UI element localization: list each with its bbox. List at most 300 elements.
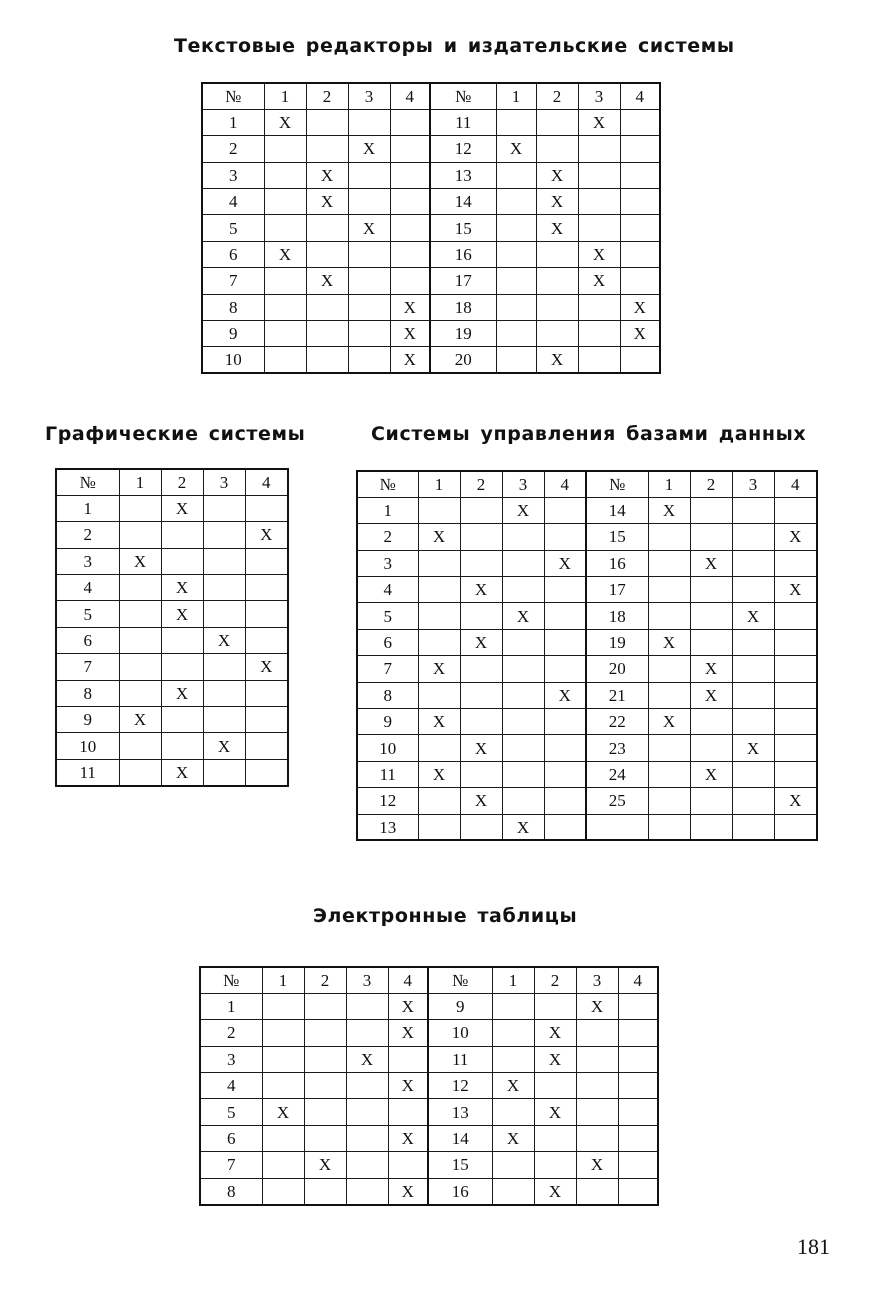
table-cell: X [388,1073,428,1099]
table-cell [544,603,586,629]
table-cell [460,497,502,523]
table-cell: 3 [576,967,618,993]
table-cell [264,268,306,294]
table-cell [346,1125,388,1151]
table-cell: 2 [306,83,348,109]
table-cell [774,709,817,735]
table-cell [502,735,544,761]
table-cell: 1 [202,109,264,135]
table-cell [618,1178,658,1204]
table-cell: 2 [200,1020,262,1046]
table-cell [496,162,536,188]
table-cell [496,268,536,294]
table-row [200,1178,658,1204]
table-cell [346,1152,388,1178]
table-cell: 4 [388,967,428,993]
table-cell: 1 [119,469,161,495]
graphics-table [55,468,289,787]
table-cell: X [262,1099,304,1125]
table-row [56,575,288,601]
table-cell: 4 [56,575,119,601]
table-row [56,759,288,785]
table-cell: X [161,575,203,601]
table-cell: 4 [202,189,264,215]
table-cell: 11 [428,1046,492,1072]
table-cell: X [460,629,502,655]
table-cell: X [774,524,817,550]
table-cell [492,1152,534,1178]
table-cell: 15 [586,524,648,550]
table-cell [264,162,306,188]
table-cell: X [732,735,774,761]
table-cell [690,709,732,735]
table-cell: 3 [200,1046,262,1072]
table-cell [578,215,620,241]
table-cell [618,1020,658,1046]
table-cell: 3 [732,471,774,497]
table-cell: X [536,162,578,188]
table-cell [418,603,460,629]
table-cell [578,162,620,188]
table-cell: X [536,347,578,373]
table-row [200,993,658,1019]
table-cell [119,627,161,653]
table-cell: № [586,471,648,497]
table-cell [460,761,502,787]
table-row [202,241,660,267]
table-cell: X [648,709,690,735]
table-cell [390,109,430,135]
table-cell: 5 [200,1099,262,1125]
table-row [56,654,288,680]
table-cell [264,136,306,162]
table-cell [203,601,245,627]
table-cell [578,321,620,347]
table-cell: 3 [203,469,245,495]
table-cell [544,524,586,550]
table-cell [390,162,430,188]
table-cell [306,215,348,241]
table-cell: 10 [202,347,264,373]
table-row [357,656,817,682]
table-cell: X [388,1020,428,1046]
table-cell: X [576,1152,618,1178]
table-cell: 12 [430,136,496,162]
table-cell [578,294,620,320]
table-cell: 4 [357,577,418,603]
table-cell [502,682,544,708]
table-cell: № [200,967,262,993]
table-cell: X [496,136,536,162]
table-row [357,603,817,629]
table-cell [346,1073,388,1099]
spreadsheets-table [199,966,659,1206]
table-cell: X [536,189,578,215]
table-cell: X [620,321,660,347]
table-cell: 1 [492,967,534,993]
table-cell [245,680,288,706]
table-cell [774,603,817,629]
table-cell [732,814,774,840]
table-cell: 9 [202,321,264,347]
table-cell: X [534,1178,576,1204]
table-cell: 2 [304,967,346,993]
table-cell [732,497,774,523]
graphics-title: Графические системы [45,423,306,445]
table-cell: 24 [586,761,648,787]
table-cell: X [578,241,620,267]
table-cell: 18 [586,603,648,629]
table-cell [492,1099,534,1125]
table-cell: 1 [262,967,304,993]
table-cell [690,497,732,523]
table-cell: 10 [357,735,418,761]
table-cell [732,524,774,550]
table-cell: X [306,162,348,188]
table-cell [586,814,648,840]
table-cell: X [418,761,460,787]
table-cell [496,347,536,373]
table-row [56,522,288,548]
table-cell [690,577,732,603]
table-cell [648,577,690,603]
table-cell: X [690,682,732,708]
table-row [200,1152,658,1178]
table-cell: X [161,759,203,785]
table-cell [304,1020,346,1046]
table-cell: 5 [202,215,264,241]
table-cell: 17 [586,577,648,603]
table-cell: 9 [56,707,119,733]
table-cell: X [346,1046,388,1072]
table-cell: X [161,680,203,706]
table-cell: X [690,761,732,787]
table-cell [203,495,245,521]
table-row [357,735,817,761]
table-cell: 8 [200,1178,262,1204]
table-cell [262,1020,304,1046]
table-cell [203,707,245,733]
table-cell [620,136,660,162]
table-cell [306,321,348,347]
table-cell [262,1125,304,1151]
table-header-row [200,967,658,993]
table-cell: X [576,993,618,1019]
table-cell [732,577,774,603]
table-cell [578,136,620,162]
table-cell [119,654,161,680]
table-cell [620,189,660,215]
table-cell [534,993,576,1019]
table-cell [346,993,388,1019]
table-cell: 13 [428,1099,492,1125]
table-cell: X [774,577,817,603]
table-cell [418,629,460,655]
table-row [357,788,817,814]
table-row [202,294,660,320]
table-cell: 11 [56,759,119,785]
table-cell [161,548,203,574]
table-cell: 6 [200,1125,262,1151]
table-cell [496,241,536,267]
table-row [56,680,288,706]
table-cell [502,550,544,576]
table-cell [648,735,690,761]
table-cell: 4 [774,471,817,497]
table-row [200,1046,658,1072]
table-cell: 6 [357,629,418,655]
table-cell [492,1046,534,1072]
table-cell [536,241,578,267]
table-cell [732,682,774,708]
table-cell: X [306,268,348,294]
table-cell: 4 [620,83,660,109]
table-row [200,1099,658,1125]
table-cell [690,788,732,814]
table-cell: X [544,550,586,576]
table-cell: 3 [348,83,390,109]
table-cell [304,1046,346,1072]
table-cell: 2 [690,471,732,497]
table-cell: 25 [586,788,648,814]
table-cell [304,1099,346,1125]
table-cell: 10 [56,733,119,759]
table-cell [262,1152,304,1178]
table-cell [534,1125,576,1151]
table-cell: X [348,136,390,162]
table-cell: 23 [586,735,648,761]
table-row [202,321,660,347]
table-cell: X [390,294,430,320]
table-cell [460,603,502,629]
table-cell [774,550,817,576]
table-cell [618,993,658,1019]
table-cell [388,1152,428,1178]
table-cell: 11 [357,761,418,787]
table-cell: 13 [357,814,418,840]
table-cell: X [648,629,690,655]
table-row [357,497,817,523]
table-cell [648,524,690,550]
table-cell: X [534,1020,576,1046]
table-cell [544,814,586,840]
table-cell: 3 [202,162,264,188]
table-cell [264,189,306,215]
table-cell [245,759,288,785]
table-cell: 4 [544,471,586,497]
table-cell [492,1020,534,1046]
table-cell: X [388,1125,428,1151]
table-row [200,1125,658,1151]
table-cell [203,522,245,548]
table-cell: № [202,83,264,109]
table-cell [262,1178,304,1204]
table-cell [536,294,578,320]
table-cell [774,497,817,523]
table-cell: 5 [357,603,418,629]
table-cell: 2 [161,469,203,495]
table-cell [460,814,502,840]
table-cell: 6 [56,627,119,653]
table-row [56,733,288,759]
table-cell [578,347,620,373]
table-cell [245,575,288,601]
table-cell: X [306,189,348,215]
table-cell [496,215,536,241]
table-cell [732,629,774,655]
table-cell: 8 [202,294,264,320]
table-cell: X [418,709,460,735]
table-row [202,215,660,241]
table-cell [264,294,306,320]
table-row [357,550,817,576]
table-cell [536,109,578,135]
table-cell [306,109,348,135]
table-cell: X [161,601,203,627]
table-cell: № [428,967,492,993]
table-header-row [56,469,288,495]
table-cell: 12 [357,788,418,814]
table-cell [348,109,390,135]
table-cell: X [690,550,732,576]
table-cell [648,682,690,708]
table-cell [460,524,502,550]
table-cell [496,189,536,215]
table-cell [245,601,288,627]
table-cell [119,733,161,759]
table-cell [245,627,288,653]
table-cell: 19 [586,629,648,655]
table-cell [690,814,732,840]
table-cell [648,603,690,629]
table-cell [390,241,430,267]
table-cell: 20 [586,656,648,682]
table-cell [264,215,306,241]
table-cell [418,682,460,708]
table-cell: 2 [534,967,576,993]
table-row [56,495,288,521]
table-cell [536,136,578,162]
table-cell [348,294,390,320]
table-cell [418,814,460,840]
table-row [357,709,817,735]
table-row [202,162,660,188]
dbms-table [356,470,818,841]
table-cell: 7 [56,654,119,680]
table-cell: 7 [357,656,418,682]
table-cell: X [245,654,288,680]
table-row [200,1020,658,1046]
table-cell: X [492,1125,534,1151]
table-cell: X [578,109,620,135]
table-cell [544,656,586,682]
table-cell [161,522,203,548]
table-cell [203,759,245,785]
table-cell: 2 [202,136,264,162]
table-cell: 16 [430,241,496,267]
table-cell: 22 [586,709,648,735]
table-cell [502,656,544,682]
table-cell: 4 [245,469,288,495]
table-cell [496,294,536,320]
table-cell: 14 [586,497,648,523]
table-cell [620,241,660,267]
text-editors-table [201,82,661,374]
table-cell: 2 [460,471,502,497]
table-cell: X [460,735,502,761]
table-cell [502,629,544,655]
table-cell [203,654,245,680]
table-cell [536,268,578,294]
table-cell [544,761,586,787]
table-cell [418,497,460,523]
table-cell [390,136,430,162]
table-row [56,548,288,574]
table-cell: X [203,733,245,759]
table-cell: 1 [418,471,460,497]
table-cell: 7 [202,268,264,294]
table-cell: 2 [357,524,418,550]
table-cell: X [544,682,586,708]
table-cell [576,1178,618,1204]
table-cell: 4 [618,967,658,993]
table-row [56,627,288,653]
table-cell: 8 [56,680,119,706]
table-cell [648,788,690,814]
table-cell [576,1099,618,1125]
table-cell: X [119,707,161,733]
table-cell [620,109,660,135]
table-cell: X [390,321,430,347]
table-cell: 19 [430,321,496,347]
table-cell [732,550,774,576]
table-cell: 11 [430,109,496,135]
table-cell [620,347,660,373]
table-cell [618,1073,658,1099]
table-cell [534,1073,576,1099]
table-cell [618,1099,658,1125]
dbms-title: Системы управления базами данных [371,423,807,445]
table-cell [690,524,732,550]
table-cell: X [648,497,690,523]
table-cell [348,321,390,347]
table-cell [774,629,817,655]
table-cell [348,347,390,373]
table-cell [262,993,304,1019]
table-cell: 1 [264,83,306,109]
table-cell [346,1099,388,1125]
table-cell [618,1046,658,1072]
table-cell [306,136,348,162]
table-cell [245,733,288,759]
table-cell: 1 [200,993,262,1019]
table-cell: 21 [586,682,648,708]
table-cell [304,1073,346,1099]
table-cell [306,294,348,320]
table-cell [119,601,161,627]
table-cell [544,735,586,761]
table-cell [304,1178,346,1204]
table-cell: 9 [357,709,418,735]
table-cell: X [502,497,544,523]
table-cell: X [732,603,774,629]
table-cell: 14 [428,1125,492,1151]
table-cell [690,735,732,761]
table-cell: X [264,109,306,135]
table-cell [262,1073,304,1099]
table-cell [119,680,161,706]
table-cell: X [418,656,460,682]
